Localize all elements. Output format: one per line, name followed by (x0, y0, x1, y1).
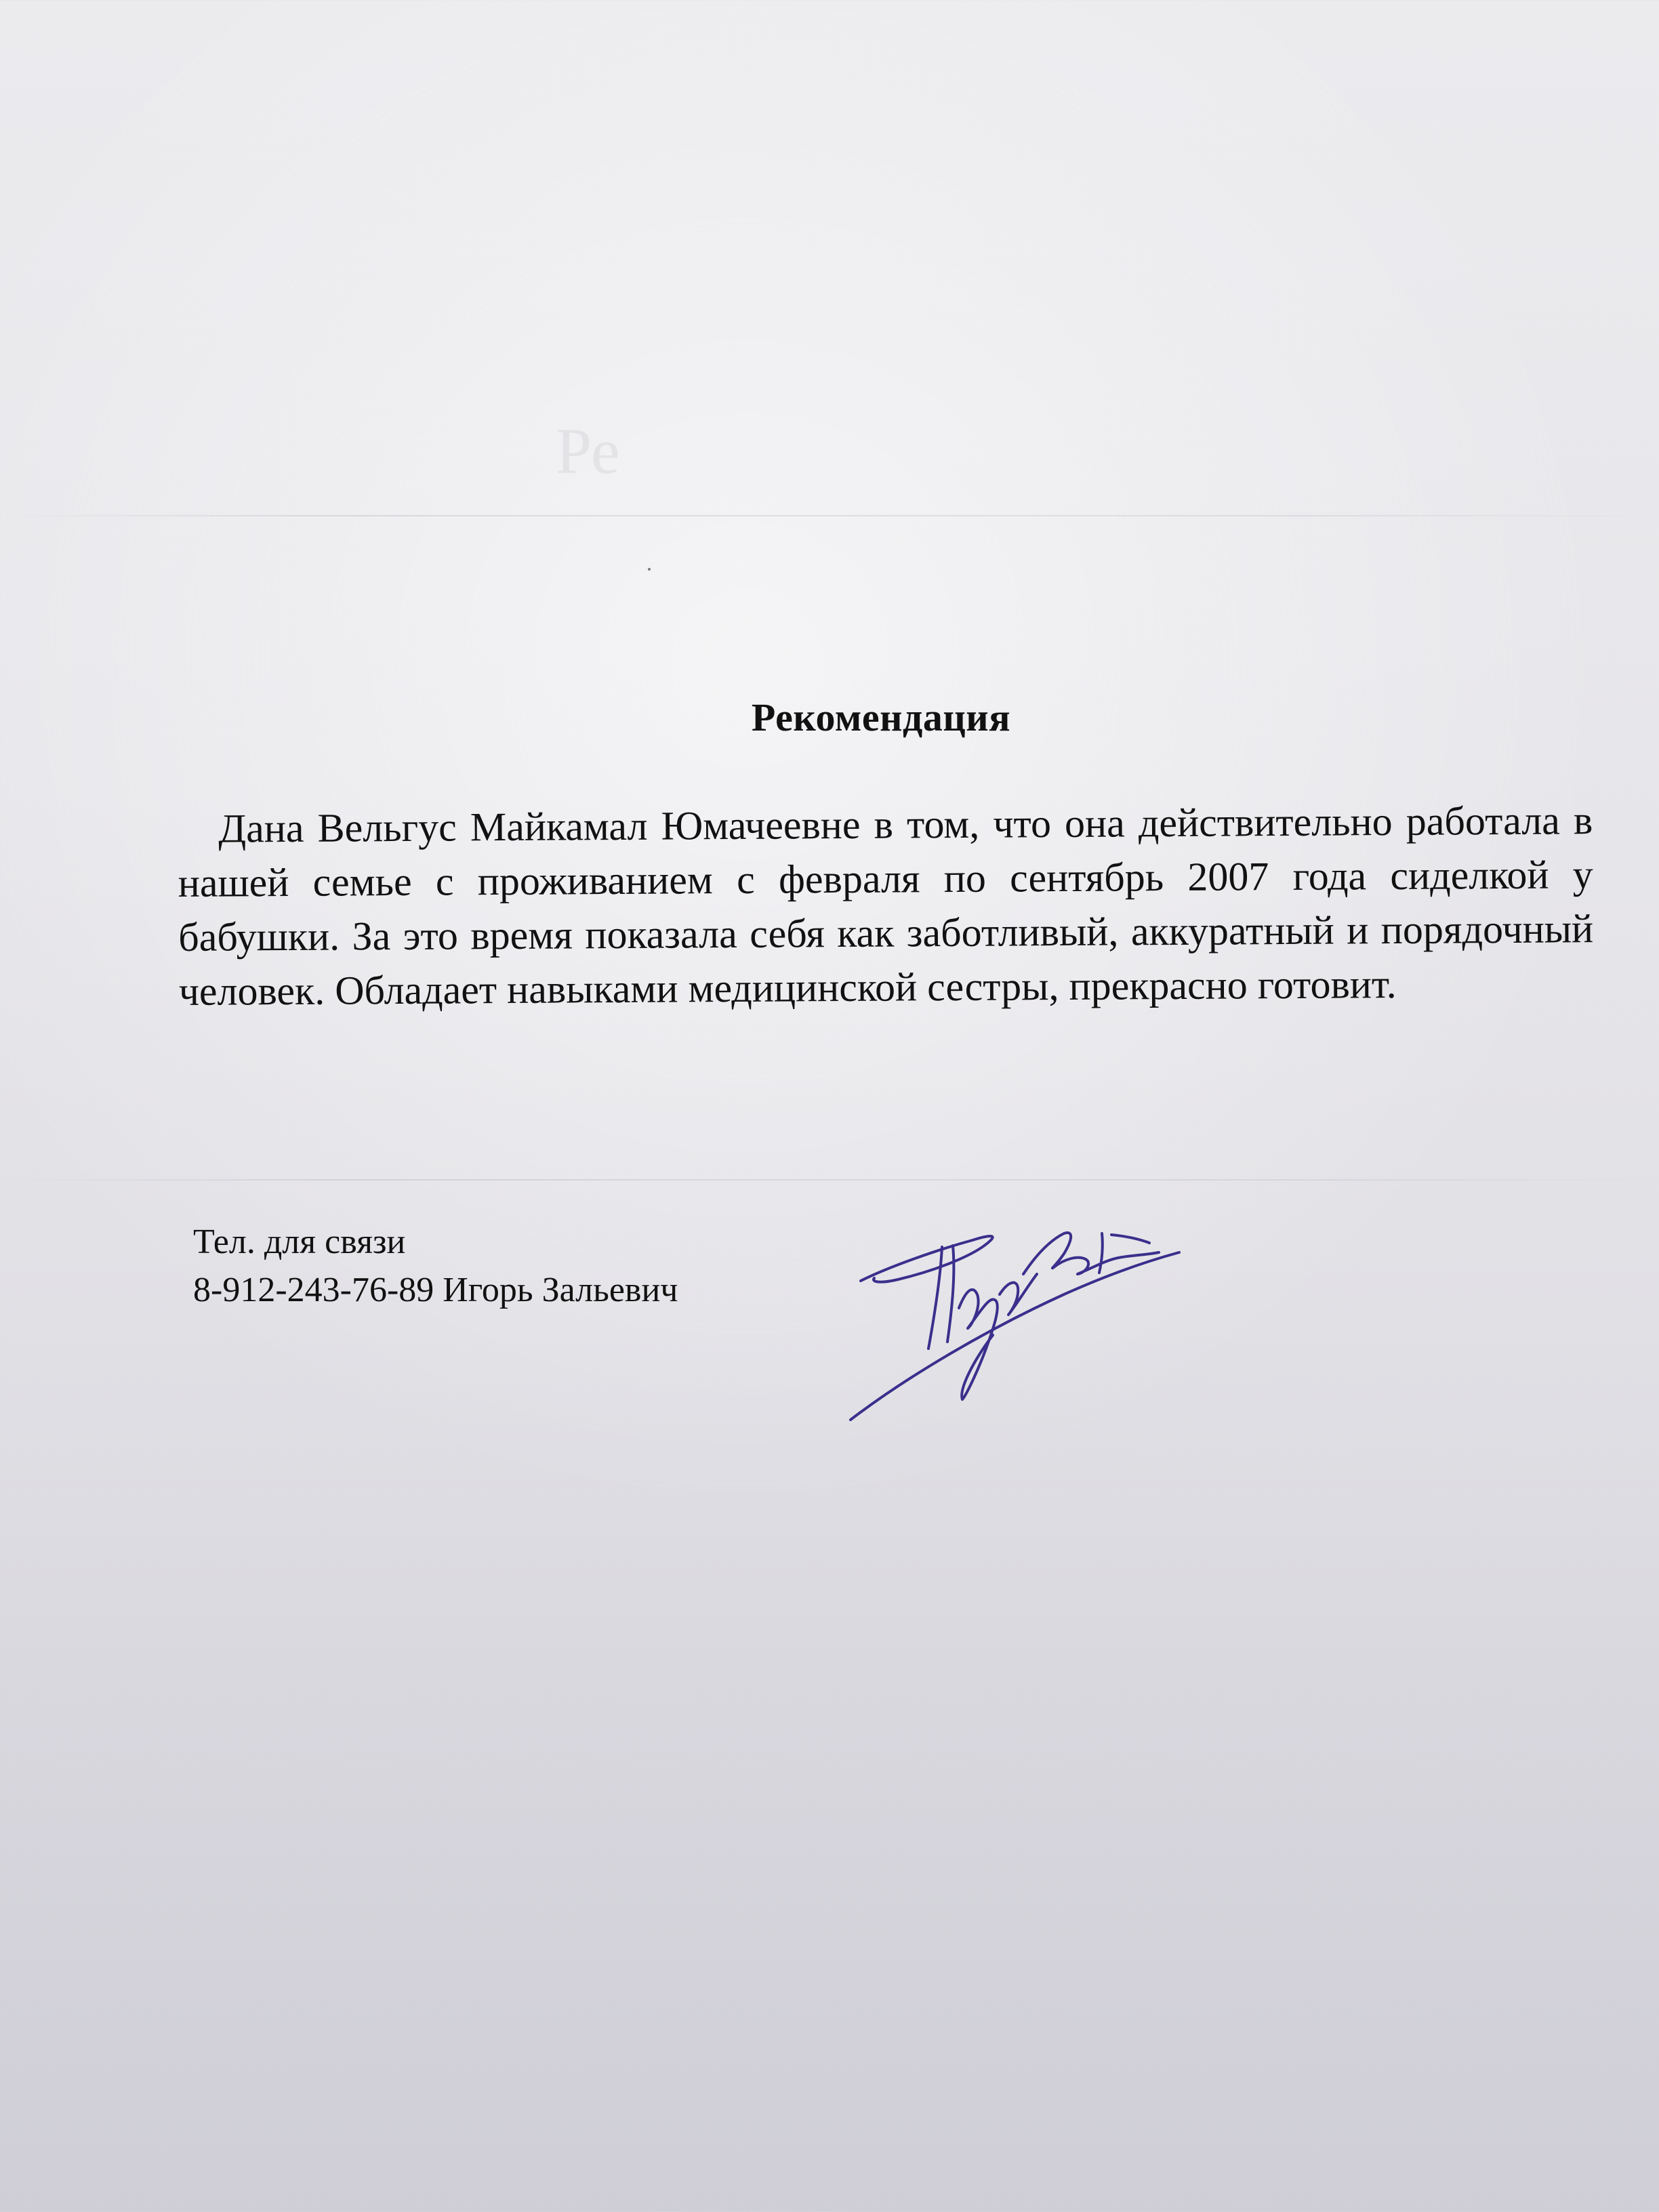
contact-label: Тел. для связи (193, 1223, 406, 1261)
paper-fold-lower (0, 1179, 1659, 1181)
paper-speck (648, 568, 651, 571)
bleed-through-title: Ре (556, 415, 620, 487)
recommendation-body: Дана Вельгус Майкамал Юмачеевне в том, что она действительно работала в нашей семье с проживанием с февраля по сентябрь 2007 года сиделкой у бабушки. За это время показала себя как заботливый, аккуратный и порядочный человек. Обладает навыками медицинской сестры, прекрасно готовит. (178, 798, 1594, 1014)
document-title: Рекомендация (751, 695, 1011, 739)
paper-fold-upper (0, 515, 1659, 516)
handwritten-signature (834, 1193, 1186, 1423)
contact-block (193, 1218, 678, 1314)
contact-phone-name: 8-912-243-76-89 Игорь Зальевич (193, 1271, 678, 1309)
bleed-through-line (125, 596, 134, 636)
